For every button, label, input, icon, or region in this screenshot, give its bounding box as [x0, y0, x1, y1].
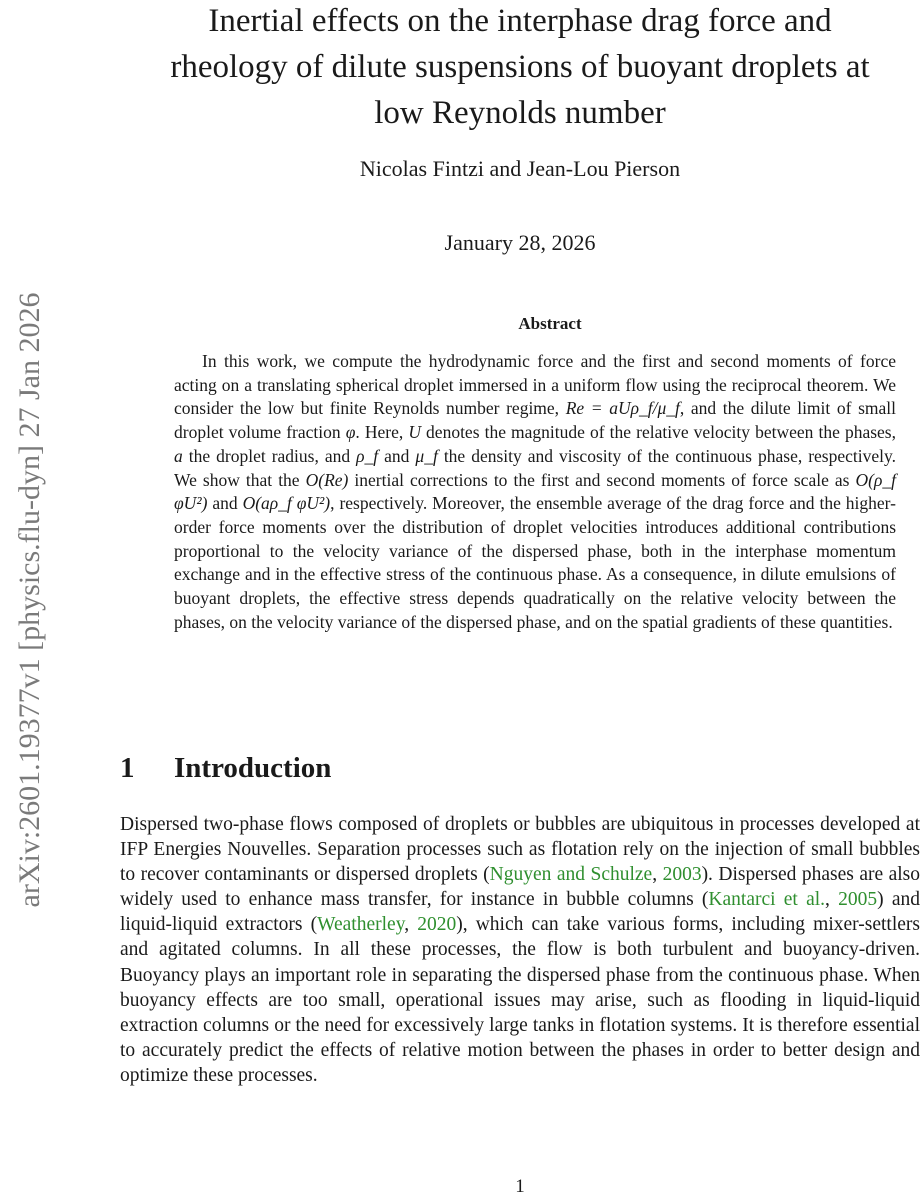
- abstract-text: the droplet radius, and: [182, 445, 357, 466]
- section-heading-introduction: [120, 752, 331, 785]
- math-a: a: [174, 445, 183, 466]
- citation-year-link[interactable]: 2003: [662, 864, 702, 886]
- abstract-text: . Here,: [355, 422, 409, 443]
- intro-text: ), which can take various forms, including mixer-settlers and agitated columns. In all these processes, the flow is both turbulent and buoyancy-driven. Buoyancy plays an important role in separating the dispersed phase from the continuous phase. When buoyancy effects are too small, operational issues may arise, such as flooding in liquid-liquid extraction columns or the need for excessively large tanks in flotation systems. It is therefore essential to accurately predict the effects of relative motion between the phases in order to better design and optimize these processes.: [120, 914, 920, 1086]
- title-line-1: Inertial effects on the interphase drag force and: [208, 3, 832, 39]
- math-U: U: [408, 422, 421, 443]
- citation-link[interactable]: Nguyen and Schulze: [489, 864, 653, 886]
- math-phi: φ: [345, 422, 356, 443]
- abstract-text: and: [378, 445, 416, 466]
- abstract-text: inertial corrections to the first and second moments of force scale as: [348, 469, 856, 490]
- citation-link[interactable]: Weatherley: [317, 914, 405, 936]
- abstract-text: In this work, we compute the hydrodynamic force and the first and second moments of force acting on a translating spherical droplet immersed in a uniform flow using the reciprocal theorem. We consider the low but finite Reynolds number regime,: [174, 351, 896, 419]
- abstract-body: [174, 350, 896, 634]
- introduction-paragraph: Dispersed two-phase flows composed of droplets or bubbles are ubiquitous in processes developed at IFP Energies Nouvelles. Separation processes such as flotation rely on the injection of small bubbles to recover contaminants or dispersed droplets (Nguyen and Schulze, 2003). Dispersed phases are also widely used to enhance mass transfer, for instance in bubble columns (Kantarci et al., 2005) and liquid-liquid extractors (Weatherley, 2020), which can take various forms, including mixer-settlers and agitated columns. In all these processes, the flow is both turbulent and buoyancy-driven. Buoyancy plays an important role in separating the dispersed phase from the continuous phase. When buoyancy effects are too small, operational issues may arise, such as flooding in liquid-liquid extraction columns or the need for excessively large tanks in flotation systems. It is therefore essential to accurately predict the effects of relative motion between the phases in order to better design and optimize these processes.: [120, 814, 920, 1086]
- abstract-heading: Abstract: [518, 314, 582, 333]
- paper-title: [120, 0, 920, 136]
- abstract-text: the density and viscosity of the continuous phase, respectively. We show that the: [174, 445, 896, 490]
- math-scale-second-moment: O(aρ_f φU²): [242, 493, 331, 514]
- citation-link[interactable]: Kantarci et al.: [708, 889, 826, 911]
- math-rho-f: ρ_f: [356, 445, 379, 466]
- section-title: Introduction: [174, 752, 332, 784]
- abstract-text: denotes the magnitude of the relative velocity between the phases,: [420, 422, 896, 443]
- authors: Nicolas Fintzi and Jean-Lou Pierson: [359, 156, 681, 181]
- abstract-text: , and the dilute limit of small droplet volume fraction: [174, 398, 896, 443]
- abstract-text: and: [207, 493, 243, 514]
- date: January 28, 2026: [444, 230, 596, 255]
- math-order-re: O(Re): [305, 469, 349, 490]
- intro-text: ). Dispersed phases are also widely used to enhance mass transfer, for instance in bubble columns (: [120, 864, 920, 911]
- arxiv-identifier: arXiv:2601.19377v1 [physics.flu-dyn] 27 Jan 2026: [13, 292, 46, 908]
- abstract-text: , respectively. Moreover, the ensemble average of the drag force and the higher-order force moments over the distribution of droplet velocities introduces additional contributions proportional to the velocity variance of the dispersed phase, both in the interphase momentum exchange and in the effective stress of the continuous phase. As a consequence, in dilute emulsions of buoyant droplets, the effective stress depends quadratically on the relative velocity between the phases, on the velocity variance of the dispersed phase, and on the spatial gradients of these quantities.: [174, 493, 896, 632]
- intro-text: ) and liquid-liquid extractors (: [120, 889, 920, 936]
- citation-year-link[interactable]: 2005: [838, 889, 878, 911]
- intro-text: Dispersed two-phase flows composed of droplets or bubbles are ubiquitous in processes developed at IFP Energies Nouvelles. Separation processes such as flotation rely on the injection of small bubbles to recover contaminants or dispersed droplets (: [120, 814, 920, 886]
- section-number: 1: [120, 752, 135, 784]
- title-line-2: rheology of dilute suspensions of buoyant droplets at: [170, 49, 870, 85]
- math-reynolds-definition: Re = aUρ_f/μ_f: [565, 398, 680, 419]
- math-mu-f: μ_f: [415, 445, 438, 466]
- title-line-3: low Reynolds number: [374, 95, 666, 131]
- math-scale-first-moment: O(ρ_f φU²): [174, 469, 896, 514]
- citation-year-link[interactable]: 2020: [417, 914, 457, 936]
- page-number: 1: [515, 1176, 525, 1197]
